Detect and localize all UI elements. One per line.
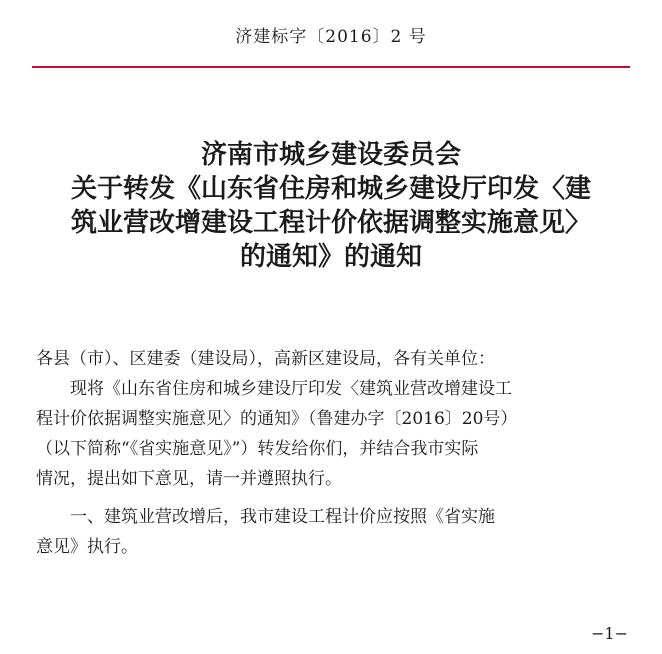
title-line: 济南市城乡建设委员会 xyxy=(200,140,461,170)
title-line: 关于转发《山东省住房和城乡建设厅印发〈建 xyxy=(70,174,591,204)
title-line: 的通知》的通知 xyxy=(239,242,422,272)
document-number: 济建标字〔2016〕2 号 xyxy=(235,27,427,47)
paragraph-line: （以下简称“《省实施意见》”）转发给你们，并结合我市实际 xyxy=(36,439,479,459)
paragraph-line: 意见》执行。 xyxy=(36,537,138,557)
document-title xyxy=(20,138,642,274)
document-body xyxy=(36,344,632,562)
title-line: 筑业营改增建设工程计价依据调整实施意见〉 xyxy=(70,208,591,238)
paragraph-line: 情况，提出如下意见，请一并遵照执行。 xyxy=(36,469,342,489)
paragraph-line: 程计价依据调整实施意见〉的通知》（鲁建办字〔2016〕20号） xyxy=(36,409,518,429)
salutation: 各县（市）、区建委（建设局），高新区建设局，各有关单位： xyxy=(36,349,495,369)
paragraph-line: 现将《山东省住房和城乡建设厅印发〈建筑业营改增建设工 xyxy=(70,379,512,399)
red-header-rule xyxy=(32,66,630,68)
page-number: −1− xyxy=(591,624,628,643)
paragraph-line: 一、建筑业营改增后，我市建设工程计价应按照《省实施 xyxy=(70,507,495,527)
